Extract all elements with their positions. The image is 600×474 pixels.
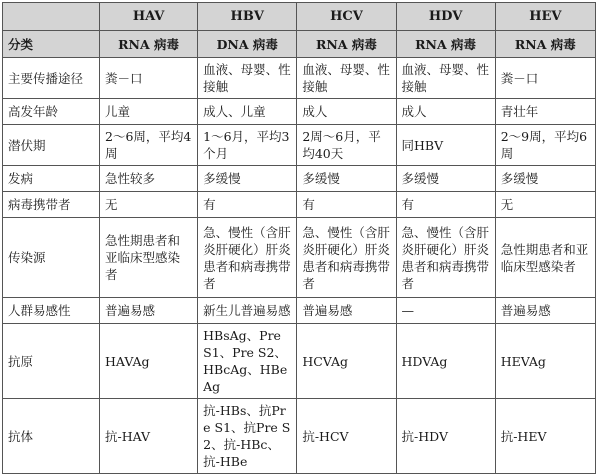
table-cell: 抗-HBs、抗Pre S1、抗Pre S2、抗-HBc、抗-HBe bbox=[198, 399, 297, 474]
table-cell: 普遍易感 bbox=[297, 298, 396, 324]
row-label: 主要传播途径 bbox=[3, 58, 100, 99]
header-cell-hcv: HCV bbox=[297, 3, 396, 31]
table-cell: 急、慢性（含肝炎肝硬化）肝炎患者和病毒携带者 bbox=[396, 218, 495, 298]
table-cell: HBsAg、Pre S1、Pre S2、HBcAg、HBeAg bbox=[198, 324, 297, 399]
classification-cell: DNA 病毒 bbox=[198, 31, 297, 58]
table-row bbox=[3, 125, 596, 166]
table-cell: 无 bbox=[100, 192, 198, 218]
table-cell: 普遍易感 bbox=[100, 298, 198, 324]
row-label: 人群易感性 bbox=[3, 298, 100, 324]
header-row bbox=[3, 3, 596, 31]
table-cell: 抗-HDV bbox=[396, 399, 495, 474]
row-label: 高发年龄 bbox=[3, 99, 100, 125]
table-cell: HCVAg bbox=[297, 324, 396, 399]
table-wrapper bbox=[2, 2, 596, 474]
table-cell: 儿童 bbox=[100, 99, 198, 125]
table-row bbox=[3, 58, 596, 99]
table-cell: HEVAg bbox=[495, 324, 595, 399]
table-cell: 有 bbox=[198, 192, 297, 218]
classification-cell: RNA 病毒 bbox=[396, 31, 495, 58]
row-label: 病毒携带者 bbox=[3, 192, 100, 218]
table-cell: 粪－口 bbox=[495, 58, 595, 99]
table-cell: 2～6周，平均4周 bbox=[100, 125, 198, 166]
table-cell: 抗-HEV bbox=[495, 399, 595, 474]
table-cell: 成人 bbox=[297, 99, 396, 125]
classification-cell: RNA 病毒 bbox=[297, 31, 396, 58]
row-label: 抗体 bbox=[3, 399, 100, 474]
header-cell-hev: HEV bbox=[495, 3, 595, 31]
row-label: 潜伏期 bbox=[3, 125, 100, 166]
table-cell: 血液、母婴、性接触 bbox=[396, 58, 495, 99]
header-cell-hbv: HBV bbox=[198, 3, 297, 31]
table-cell: 急性期患者和亚临床型感染者 bbox=[495, 218, 595, 298]
table-cell: 急、慢性（含肝炎肝硬化）肝炎患者和病毒携带者 bbox=[297, 218, 396, 298]
table-row bbox=[3, 218, 596, 298]
row-label: 发病 bbox=[3, 166, 100, 192]
table-cell: 新生儿普遍易感 bbox=[198, 298, 297, 324]
table-cell: 急性期患者和亚临床型感染者 bbox=[100, 218, 198, 298]
table-cell: 2周～6月，平均40天 bbox=[297, 125, 396, 166]
table-cell: 多缓慢 bbox=[495, 166, 595, 192]
table-row bbox=[3, 399, 596, 474]
classification-cell: RNA 病毒 bbox=[495, 31, 595, 58]
table-row bbox=[3, 192, 596, 218]
table-cell: 无 bbox=[495, 192, 595, 218]
classification-cell: RNA 病毒 bbox=[100, 31, 198, 58]
table-cell: 有 bbox=[396, 192, 495, 218]
table-row bbox=[3, 99, 596, 125]
header-cell-hav: HAV bbox=[100, 3, 198, 31]
table-row bbox=[3, 298, 596, 324]
table-cell: 多缓慢 bbox=[198, 166, 297, 192]
table-cell: HAVAg bbox=[100, 324, 198, 399]
table-cell: 血液、母婴、性接触 bbox=[198, 58, 297, 99]
table-cell: 1～6月，平均3个月 bbox=[198, 125, 297, 166]
table-cell: 抗-HAV bbox=[100, 399, 198, 474]
header-corner-cell bbox=[3, 3, 100, 31]
row-label: 传染源 bbox=[3, 218, 100, 298]
classification-row bbox=[3, 31, 596, 58]
table-cell: 成人、儿童 bbox=[198, 99, 297, 125]
table-cell: 成人 bbox=[396, 99, 495, 125]
header-cell-hdv: HDV bbox=[396, 3, 495, 31]
table-cell: 有 bbox=[297, 192, 396, 218]
row-label: 抗原 bbox=[3, 324, 100, 399]
table-cell: HDVAg bbox=[396, 324, 495, 399]
table-cell: 同HBV bbox=[396, 125, 495, 166]
classification-label: 分类 bbox=[3, 31, 100, 58]
table-cell: 血液、母婴、性接触 bbox=[297, 58, 396, 99]
table-cell: 多缓慢 bbox=[297, 166, 396, 192]
hepatitis-virus-comparison-table bbox=[2, 2, 596, 474]
table-cell: 普遍易感 bbox=[495, 298, 595, 324]
table-row bbox=[3, 324, 596, 399]
table-row bbox=[3, 166, 596, 192]
table-cell: — bbox=[396, 298, 495, 324]
table-cell: 青壮年 bbox=[495, 99, 595, 125]
table-cell: 急、慢性（含肝炎肝硬化）肝炎患者和病毒携带者 bbox=[198, 218, 297, 298]
table-cell: 多缓慢 bbox=[396, 166, 495, 192]
table-cell: 2～9周，平均6周 bbox=[495, 125, 595, 166]
table-cell: 抗-HCV bbox=[297, 399, 396, 474]
table-cell: 急性较多 bbox=[100, 166, 198, 192]
table-cell: 粪－口 bbox=[100, 58, 198, 99]
